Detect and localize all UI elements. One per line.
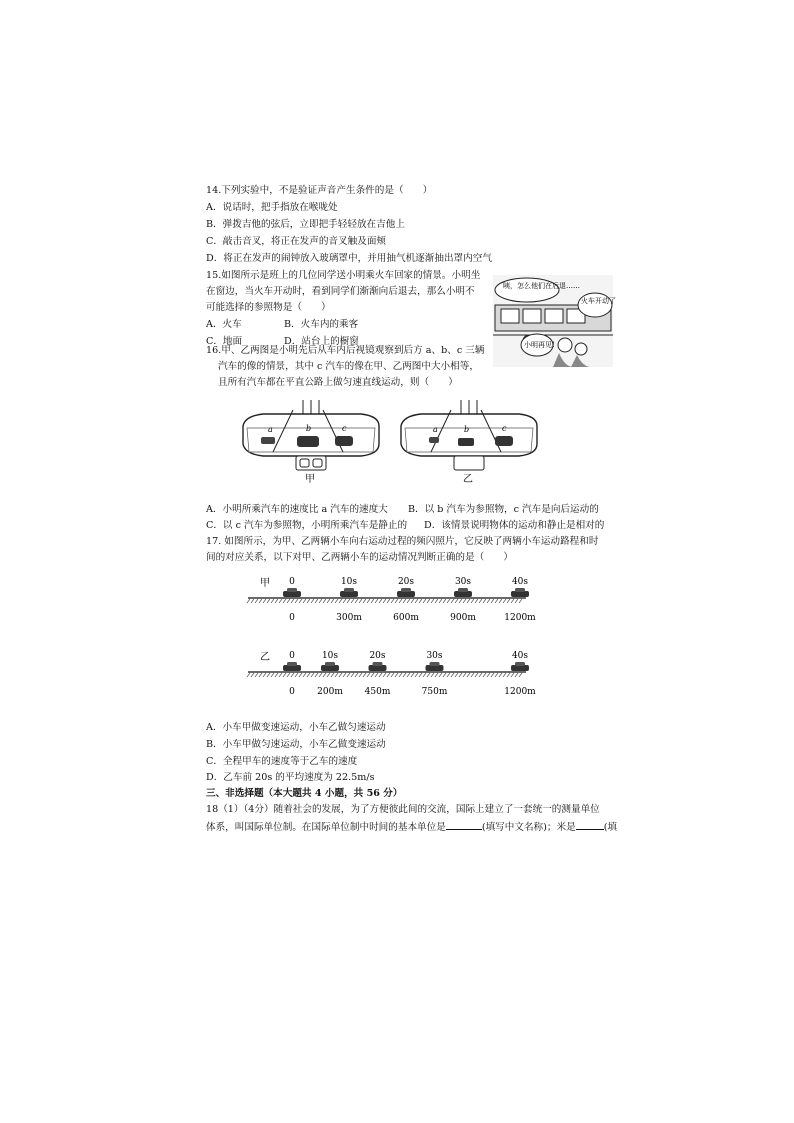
car-label-a-jia: a	[268, 425, 273, 434]
road-hatch	[367, 673, 370, 677]
road-hatch	[251, 599, 254, 603]
q14-option-c: C．敲击音叉，将正在发声的音叉触及面颊	[206, 236, 387, 247]
car-roof-1	[344, 588, 354, 592]
road-hatch	[451, 599, 454, 603]
road-hatch	[399, 599, 402, 603]
car-roof-4	[515, 588, 525, 592]
road-hatch	[307, 673, 310, 677]
road-hatch	[467, 673, 470, 677]
car-roof-4	[515, 662, 525, 666]
road-hatch	[375, 599, 378, 603]
road-hatch	[259, 673, 262, 677]
road-hatch	[491, 673, 494, 677]
q17-stem-line1: 17. 如图所示，为甲、乙两辆小车向右运动过程的频闪照片，它反映了两辆小车运动路程和时	[206, 536, 599, 547]
road-hatch	[347, 673, 350, 677]
road-hatch	[455, 599, 458, 603]
road-hatch	[259, 599, 262, 603]
answer-blank-meter[interactable]	[576, 820, 604, 830]
road-hatch	[423, 599, 426, 603]
car-label-b-yi: b	[464, 425, 470, 434]
road-hatch	[395, 673, 398, 677]
q16-stem-line1: 16.甲、乙两图是小明先后从车内后视镜观察到后方 a、b、c 三辆	[206, 345, 485, 356]
road-hatch	[407, 599, 410, 603]
road-hatch	[395, 599, 398, 603]
figure-label-yi: 乙	[463, 474, 473, 485]
road-hatch	[287, 673, 290, 677]
road-hatch	[419, 599, 422, 603]
road-hatch	[487, 599, 490, 603]
road-hatch	[427, 673, 430, 677]
road-hatch	[299, 599, 302, 603]
road-hatch	[367, 599, 370, 603]
bubble-text-2: 火车开动了	[581, 297, 616, 305]
q15-stem-line2: 在窗边，当火车开动时，看到同学们渐渐向后退去，那么小明不	[206, 286, 475, 297]
road-hatch	[423, 673, 426, 677]
road-hatch	[335, 673, 338, 677]
road-hatch	[375, 673, 378, 677]
road-hatch	[463, 599, 466, 603]
road-hatch	[391, 673, 394, 677]
distance-label-4: 1200m	[504, 613, 536, 623]
road-hatch	[515, 673, 518, 677]
car-label-a-yi: a	[433, 425, 438, 434]
road-hatch	[431, 673, 434, 677]
time-label-4: 40s	[511, 577, 529, 587]
road-hatch	[419, 673, 422, 677]
road-hatch	[279, 673, 282, 677]
distance-label-3: 750m	[421, 687, 448, 697]
q16-option-b: B．以 b 汽车为参照物，c 汽车是向后运动的	[408, 504, 599, 515]
road-hatch	[319, 599, 322, 603]
road-hatch	[323, 599, 326, 603]
q18-line1: 18（1）（4分）随着社会的发展，为了方便彼此间的交流，国际上建立了一套统一的测量单位	[206, 804, 600, 815]
road-hatch	[359, 599, 362, 603]
road-hatch	[303, 599, 306, 603]
car-roof-2	[373, 662, 383, 666]
road-hatch	[499, 673, 502, 677]
road-hatch	[379, 599, 382, 603]
road-hatch	[283, 673, 286, 677]
road-hatch	[495, 599, 498, 603]
time-label-3: 30s	[426, 651, 443, 661]
q15-stem-line3: 可能选择的参照物是（ ）	[206, 302, 331, 313]
road-hatch	[483, 673, 486, 677]
distance-label-1: 300m	[336, 613, 362, 623]
time-label-2: 20s	[397, 577, 415, 587]
road-hatch	[451, 673, 454, 677]
road-hatch	[407, 673, 410, 677]
time-label-0: 0	[289, 577, 295, 587]
car-label-b-jia: b	[306, 424, 312, 433]
q18-line2-text-a: 体系，叫国际单位制。在国际单位制中时间的基本单位是	[206, 822, 446, 833]
mirror-yi	[401, 400, 537, 485]
road-hatch	[299, 673, 302, 677]
road-hatch	[267, 599, 270, 603]
figure-label-jia: 甲	[305, 474, 315, 485]
time-label-0: 0	[289, 651, 295, 661]
car-roof-0	[287, 662, 297, 666]
road-hatch	[271, 599, 274, 603]
road-hatch	[495, 673, 498, 677]
road-hatch	[435, 599, 438, 603]
q16-option-a: A．小明所乘汽车的速度比 a 汽车的速度大	[206, 504, 388, 515]
road-hatch	[487, 673, 490, 677]
road-hatch	[507, 673, 510, 677]
road-hatch	[347, 599, 350, 603]
road-hatch	[247, 673, 250, 677]
q15-option-b: B．火车内的乘客	[284, 319, 359, 330]
road-hatch	[323, 673, 326, 677]
bubble-text-3: 小明再见!	[524, 341, 555, 349]
road-hatch	[271, 673, 274, 677]
road-hatch	[327, 599, 330, 603]
road-hatch	[459, 673, 462, 677]
road-hatch	[339, 673, 342, 677]
q16-stem-line3: 且所有汽车都在平直公路上做匀速直线运动，则（ ）	[218, 377, 458, 388]
road-hatch	[403, 599, 406, 603]
road-hatch	[303, 673, 306, 677]
time-label-1: 10s	[321, 651, 339, 661]
road-hatch	[511, 599, 514, 603]
road-hatch	[511, 673, 514, 677]
road-hatch	[399, 673, 402, 677]
road-hatch	[435, 673, 438, 677]
road-hatch	[251, 673, 254, 677]
road-hatch	[427, 599, 430, 603]
road-hatch	[255, 673, 258, 677]
road-hatch	[439, 673, 442, 677]
section-3-title: 三、非选择题（本大题共 4 小题，共 56 分）	[206, 788, 403, 799]
road-hatch	[363, 599, 366, 603]
q15-option-c: C．地面	[206, 336, 243, 347]
road-hatch	[343, 673, 346, 677]
q17-option-c: C．全程甲车的速度等于乙车的速度	[206, 756, 358, 767]
road-hatch	[331, 673, 334, 677]
road-hatch	[415, 673, 418, 677]
road-hatch	[263, 673, 266, 677]
road-hatch	[267, 673, 270, 677]
q14-option-b: B．弹拨吉他的弦后，立即把手轻轻放在吉他上	[206, 219, 405, 230]
road-hatch	[479, 673, 482, 677]
road-hatch	[351, 599, 354, 603]
road-hatch	[403, 673, 406, 677]
car-roof-3	[458, 588, 468, 592]
road-hatch	[459, 599, 462, 603]
car-roof-1	[325, 662, 335, 666]
q18-line2-text-c: (填	[603, 822, 618, 833]
car-roof-3	[430, 662, 440, 666]
q17-option-b: B．小车甲做匀速运动，小车乙做变速运动	[206, 739, 386, 750]
distance-label-3: 900m	[450, 613, 476, 623]
road-hatch	[383, 599, 386, 603]
road-hatch	[507, 599, 510, 603]
rear-view-mirror-figures	[233, 390, 563, 486]
road-hatch	[431, 599, 434, 603]
road-hatch	[263, 599, 266, 603]
strip-yi	[246, 648, 536, 698]
road-hatch	[287, 599, 290, 603]
road-hatch	[275, 673, 278, 677]
time-label-4: 40s	[511, 651, 529, 661]
car-roof-2	[401, 588, 411, 592]
road-hatch	[283, 599, 286, 603]
road-hatch	[471, 599, 474, 603]
road-hatch	[363, 673, 366, 677]
strip-label-yi: 乙	[260, 652, 270, 663]
road-hatch	[463, 673, 466, 677]
time-label-3: 30s	[454, 577, 472, 587]
road-hatch	[311, 673, 314, 677]
road-hatch	[467, 599, 470, 603]
road-hatch	[255, 599, 258, 603]
road-hatch	[247, 599, 250, 603]
road-hatch	[311, 599, 314, 603]
road-hatch	[319, 673, 322, 677]
road-hatch	[491, 599, 494, 603]
road-hatch	[351, 673, 354, 677]
road-hatch	[291, 599, 294, 603]
road-hatch	[275, 599, 278, 603]
road-hatch	[515, 599, 518, 603]
car-label-c-yi: c	[502, 424, 507, 433]
road-hatch	[371, 673, 374, 677]
q16-option-c: C．以 c 汽车为参照物，小明所乘汽车是静止的	[206, 520, 408, 531]
time-label-2: 20s	[369, 651, 386, 661]
q17-stem-line2: 间的对应关系，以下对甲、乙两辆小车的运动情况判断正确的是（ ）	[206, 552, 513, 563]
q15-option-d: D．站台上的橱窗	[284, 336, 359, 347]
road-hatch	[295, 673, 298, 677]
road-hatch	[411, 599, 414, 603]
time-label-1: 10s	[340, 577, 358, 587]
mirror-jia	[243, 400, 379, 485]
q15-option-a: A．火车	[206, 319, 242, 330]
road-hatch	[499, 599, 502, 603]
train-station-cartoon	[493, 275, 616, 367]
q18-line2-text-b: (填写中文名称)；米是	[481, 822, 576, 833]
distance-label-1: 200m	[317, 687, 343, 697]
road-hatch	[331, 599, 334, 603]
car-label-c-jia: c	[342, 424, 347, 433]
q14-stem: 14.下列实验中，不是验证声音产生条件的是（ ）	[206, 185, 433, 196]
road-hatch	[503, 599, 506, 603]
q16-stem-line2: 汽车的像的情景，其中 c 汽车的像在甲、乙两图中大小相等，	[218, 361, 479, 372]
answer-blank-time-unit[interactable]	[446, 820, 482, 830]
road-hatch	[295, 599, 298, 603]
strip-jia	[246, 574, 536, 624]
road-hatch	[387, 673, 390, 677]
road-hatch	[391, 599, 394, 603]
road-hatch	[439, 599, 442, 603]
q14-option-d: D．将正在发声的闹钟放入玻璃罩中，并用抽气机逐渐抽出罩内空气	[206, 253, 492, 264]
strip-label-jia: 甲	[260, 578, 270, 589]
road-hatch	[371, 599, 374, 603]
road-hatch	[307, 599, 310, 603]
q16-option-d: D．该情景说明物体的运动和静止是相对的	[424, 520, 605, 531]
road-hatch	[483, 599, 486, 603]
road-hatch	[447, 673, 450, 677]
road-hatch	[383, 673, 386, 677]
road-hatch	[379, 673, 382, 677]
distance-label-4: 1200m	[504, 687, 536, 697]
distance-label-0: 0	[289, 613, 295, 623]
road-hatch	[315, 673, 318, 677]
road-hatch	[355, 673, 358, 677]
road-hatch	[291, 673, 294, 677]
q18-line2	[206, 820, 617, 834]
distance-label-0: 0	[289, 687, 295, 697]
road-hatch	[335, 599, 338, 603]
car-roof-0	[287, 588, 297, 592]
road-hatch	[355, 599, 358, 603]
road-hatch	[387, 599, 390, 603]
road-hatch	[327, 673, 330, 677]
road-hatch	[503, 673, 506, 677]
road-hatch	[471, 673, 474, 677]
road-hatch	[519, 673, 522, 677]
q14-option-a: A．说话时，把手指放在喉咙处	[206, 202, 338, 213]
distance-label-2: 450m	[364, 687, 391, 697]
q17-option-a: A．小车甲做变速运动，小车乙做匀速运动	[206, 722, 386, 733]
road-hatch	[279, 599, 282, 603]
road-hatch	[447, 599, 450, 603]
road-hatch	[443, 673, 446, 677]
road-hatch	[479, 599, 482, 603]
q15-stem-line1: 15.如图所示是班上的几位同学送小明乘火车回家的情景。小明坐	[206, 270, 481, 281]
road-hatch	[443, 599, 446, 603]
road-hatch	[475, 673, 478, 677]
road-hatch	[411, 673, 414, 677]
road-hatch	[315, 599, 318, 603]
road-hatch	[343, 599, 346, 603]
road-hatch	[519, 599, 522, 603]
q17-option-d: D．乙车前 20s 的平均速度为 22.5m/s	[206, 772, 375, 783]
distance-label-2: 600m	[393, 613, 419, 623]
road-hatch	[475, 599, 478, 603]
bubble-text-1: 咦，怎么他们在后退……	[503, 282, 580, 290]
road-hatch	[339, 599, 342, 603]
road-hatch	[415, 599, 418, 603]
road-hatch	[359, 673, 362, 677]
road-hatch	[455, 673, 458, 677]
